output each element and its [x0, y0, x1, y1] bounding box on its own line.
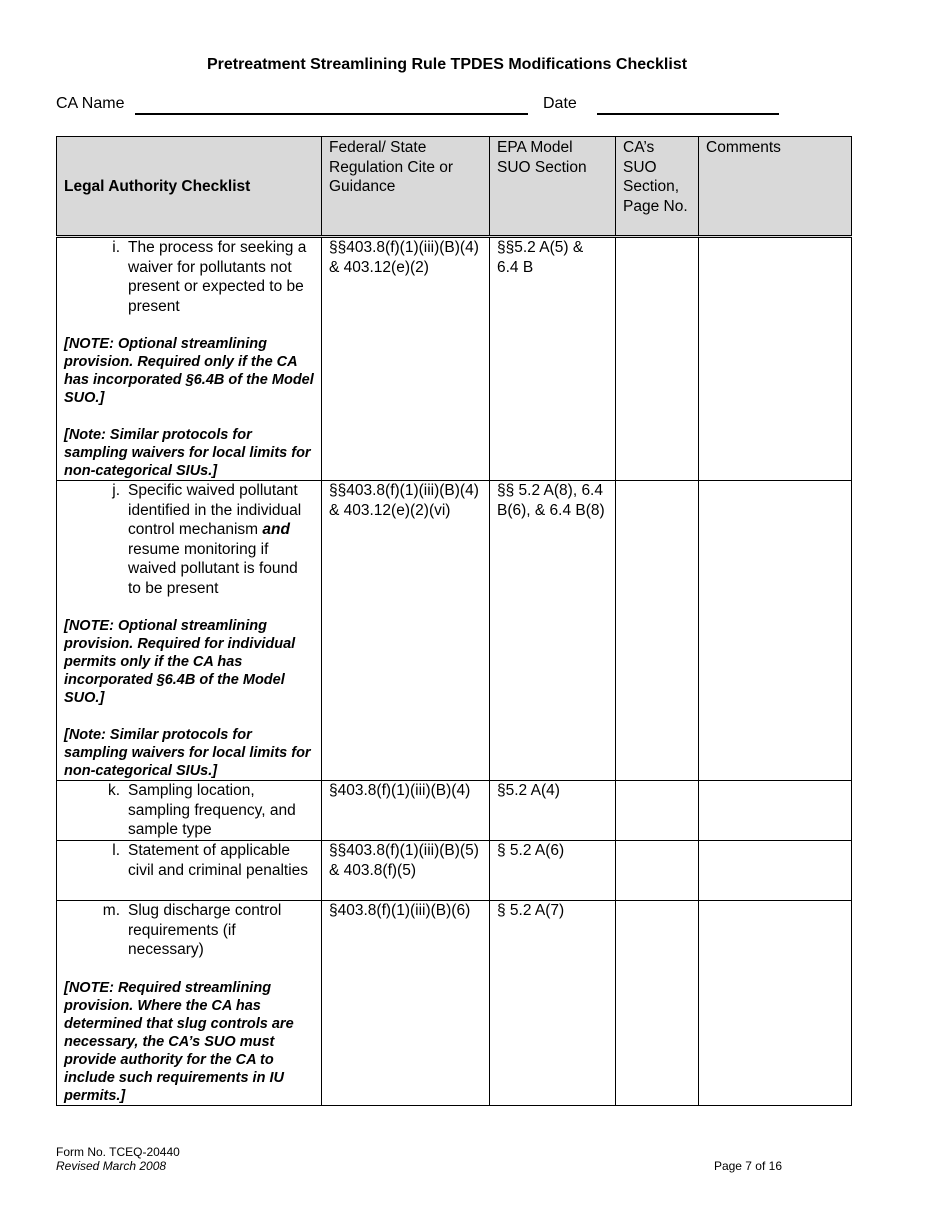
- checklist-item-cell: [57, 781, 322, 841]
- form-number: Form No. TCEQ-20440: [56, 1145, 180, 1159]
- table-row: [57, 781, 852, 841]
- date-label: Date: [543, 95, 577, 112]
- regulation-cite-cell: §403.8(f)(1)(iii)(B)(6): [322, 901, 490, 1106]
- ca-suo-section-cell[interactable]: [616, 901, 699, 1106]
- ca-suo-section-cell[interactable]: [616, 781, 699, 841]
- column-header-legal-authority: Legal Authority Checklist: [57, 137, 322, 237]
- item-label: l.: [112, 842, 120, 859]
- item-label: j.: [112, 482, 120, 499]
- page-number: Page 7 of 16: [713, 1159, 782, 1173]
- item-note: [NOTE: Required streamlining provision. Where the CA has determined that slug controls are necessary, the CA’s SUO must provide authority for the CA to include such requirements in IU permits.]: [64, 979, 294, 1104]
- column-header-ca-suo-section: CA’s SUO Section, Page No.: [616, 137, 699, 237]
- ca-suo-section-cell[interactable]: [616, 841, 699, 901]
- table-row: [57, 901, 852, 1106]
- comments-cell[interactable]: [699, 781, 852, 841]
- epa-suo-section-cell: §5.2 A(4): [490, 781, 616, 841]
- item-label: k.: [107, 782, 120, 799]
- ca-suo-section-cell[interactable]: [616, 481, 699, 781]
- date-field[interactable]: [597, 113, 779, 115]
- item-label: i.: [112, 239, 120, 256]
- regulation-cite-cell: §§403.8(f)(1)(iii)(B)(4) & 403.12(e)(2)(vi): [322, 481, 490, 781]
- item-text: Sampling location, sampling frequency, and sample type: [128, 782, 296, 838]
- table-row: [57, 237, 852, 481]
- regulation-cite-cell: §403.8(f)(1)(iii)(B)(4): [322, 781, 490, 841]
- checklist-item-cell: [57, 481, 322, 781]
- item-text: Slug discharge control requirements (if necessary): [128, 902, 282, 958]
- table-row: [57, 481, 852, 781]
- epa-suo-section-cell: § 5.2 A(7): [490, 901, 616, 1106]
- checklist-item-cell: [57, 237, 322, 481]
- comments-cell[interactable]: [699, 901, 852, 1106]
- item-note: [Note: Similar protocols for sampling waivers for local limits for non-categorical SIUs.]: [64, 727, 311, 779]
- footer-form-info: [56, 1145, 180, 1173]
- table-row: [57, 841, 852, 901]
- column-header-epa-suo-section: EPA Model SUO Section: [490, 137, 616, 237]
- item-text: Specific waived pollutant identified in the individual control mechanism and resume monitoring if waived pollutant is found to be present: [128, 482, 302, 597]
- ca-suo-section-cell[interactable]: [616, 237, 699, 481]
- comments-cell[interactable]: [699, 237, 852, 481]
- regulation-cite-cell: §§403.8(f)(1)(iii)(B)(4) & 403.12(e)(2): [322, 237, 490, 481]
- revision-date: Revised March 2008: [56, 1159, 167, 1173]
- epa-suo-section-cell: §§5.2 A(5) & 6.4 B: [490, 237, 616, 481]
- comments-cell[interactable]: [699, 841, 852, 901]
- comments-cell[interactable]: [699, 481, 852, 781]
- epa-suo-section-cell: §§ 5.2 A(8), 6.4 B(6), & 6.4 B(8): [490, 481, 616, 781]
- item-note: [Note: Similar protocols for sampling waivers for local limits for non-categorical SIUs.]: [64, 427, 311, 479]
- item-text: The process for seeking a waiver for pollutants not present or expected to be present: [128, 239, 307, 315]
- ca-name-field[interactable]: [135, 113, 528, 115]
- table-header-row: [57, 137, 852, 237]
- item-note: [NOTE: Optional streamlining provision. Required for individual permits only if the CA has incorporated §6.4B of the Model SUO.]: [64, 618, 296, 706]
- epa-suo-section-cell: § 5.2 A(6): [490, 841, 616, 901]
- checklist-item-cell: [57, 901, 322, 1106]
- page-title: Pretreatment Streamlining Rule TPDES Modifications Checklist: [206, 56, 688, 73]
- column-header-comments: Comments: [699, 137, 852, 237]
- item-note: [NOTE: Optional streamlining provision. Required only if the CA has incorporated §6.4B of the Model SUO.]: [64, 336, 314, 406]
- column-header-regulation-cite: Federal/ State Regulation Cite or Guidance: [322, 137, 490, 237]
- item-text: Statement of applicable civil and criminal penalties: [128, 842, 309, 879]
- item-label: m.: [102, 902, 120, 919]
- checklist-table: [56, 136, 852, 1106]
- regulation-cite-cell: §§403.8(f)(1)(iii)(B)(5) & 403.8(f)(5): [322, 841, 490, 901]
- checklist-item-cell: [57, 841, 322, 901]
- ca-name-label: CA Name: [56, 95, 125, 112]
